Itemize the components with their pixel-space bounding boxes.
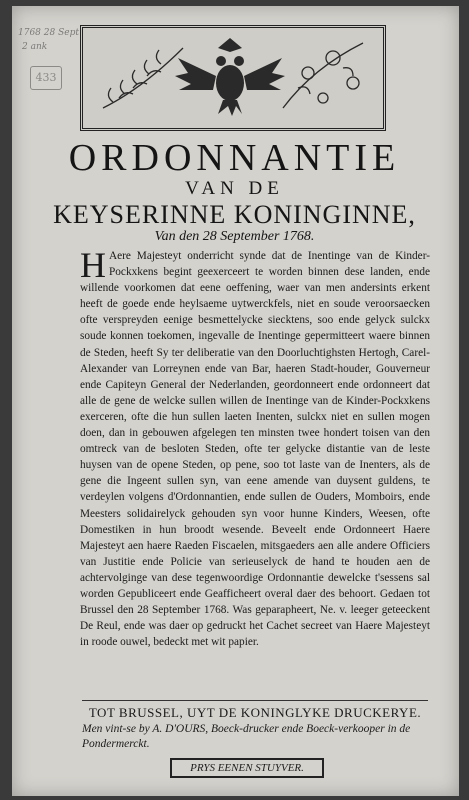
drop-capital: H xyxy=(80,245,106,285)
pencil-annotation-note: 2 ank xyxy=(22,42,48,52)
footer-rule-top xyxy=(82,700,428,701)
ordinance-text: Aere Majesteyt onderricht synde dat de Inentinge van de Kinder-Pockxkens begint geexerceert te worden binnen dese landen, ende willende voorkomen dat eene oeffening, waer van men andersints erkent heeft de goede ende heylsaeme uytwerckfels, niet en soude veroorsaecken ofte verspreyden eenige besmettelycke siecktens, soo ende gelyck sulckx soude konnen toekomen, ingevalle de Inentinge gepermitteert waere binnen de Steden, heeft Sy ter deliberatie van den Doorluchtighsten Hertogh, Carel-Alexander van Lorreynen ende van Bar, haeren Stadt-houder, Gouverneur ende Capiteyn General der Nederlanden, geordonneert ende ordonneert dat alle de gene de welcke sullen willen de Inentinge van de Kinder-Pockxkens exerceren, ofte die hun sullen laeten Inenten, sulckx niet en sullen mogen doen, dan in gebouwen afgelegen ten minsten twee hondert toisen van den omtreck van de besloten Steden, ofte ter gelycke distantie van de leste huysen van de opene Steden, op pene, soo tot laste van de Inenters, als de gene die Ingeent sullen syn, van eene amende van duysent guldens, te verdeylen volgens d'Ordonnantien, ende sullen de Ouders, Momboirs, ende Meesters solidairelyck gehouden syn voor hunne Kinders, Weesen, ofte Domestiken in hun broodt wesende. Beveelt ende Ordonneert Haere Majesteyt aen haere Raeden Fiscaelen, mitsgaeders aen alle andere Officiers van Justitie ende Policie van serieuselyck de hand te houden aen de achtervolginge van dese tegenwoordige Ordonnantie dewelcke t'sessens sal worden Gepubliceert ende Geafficheert overal daer des behoort. Gedaen tot Brussel den 28 September 1768. Was geparapheert, Ne. v. leeger geteeckent De Reul, ende was daer op gedruckt het Cachet secreet van Haere Majesteyt in roode ouwel, bedeckt met wit papier. xyxy=(80,250,430,649)
archive-stamp: 433 xyxy=(30,66,62,90)
pencil-annotation-date: 1768 28 Sept xyxy=(18,28,79,38)
imperial-eagle-icon xyxy=(83,28,377,122)
header-ornament xyxy=(80,25,386,131)
price-box: PRYS EENEN STUYVER. xyxy=(170,758,324,778)
title-keyserinne: KEYSERINNE KONINGINNE, xyxy=(53,200,416,229)
title-van-de: VAN DE xyxy=(185,178,284,199)
bookseller-line: Men vint-se by A. D'OURS, Boeck-drucker ende Boeck-verkooper in de Pondermerckt. xyxy=(82,723,411,750)
printer-line: TOT BRUSSEL, UYT DE KONINGLYKE DRUCKERYE. xyxy=(88,705,422,720)
title-date: Van den 28 September 1768. xyxy=(154,229,315,244)
ordinance-body xyxy=(80,245,430,650)
title-ordonnantie: ORDONNANTIE xyxy=(68,137,401,179)
